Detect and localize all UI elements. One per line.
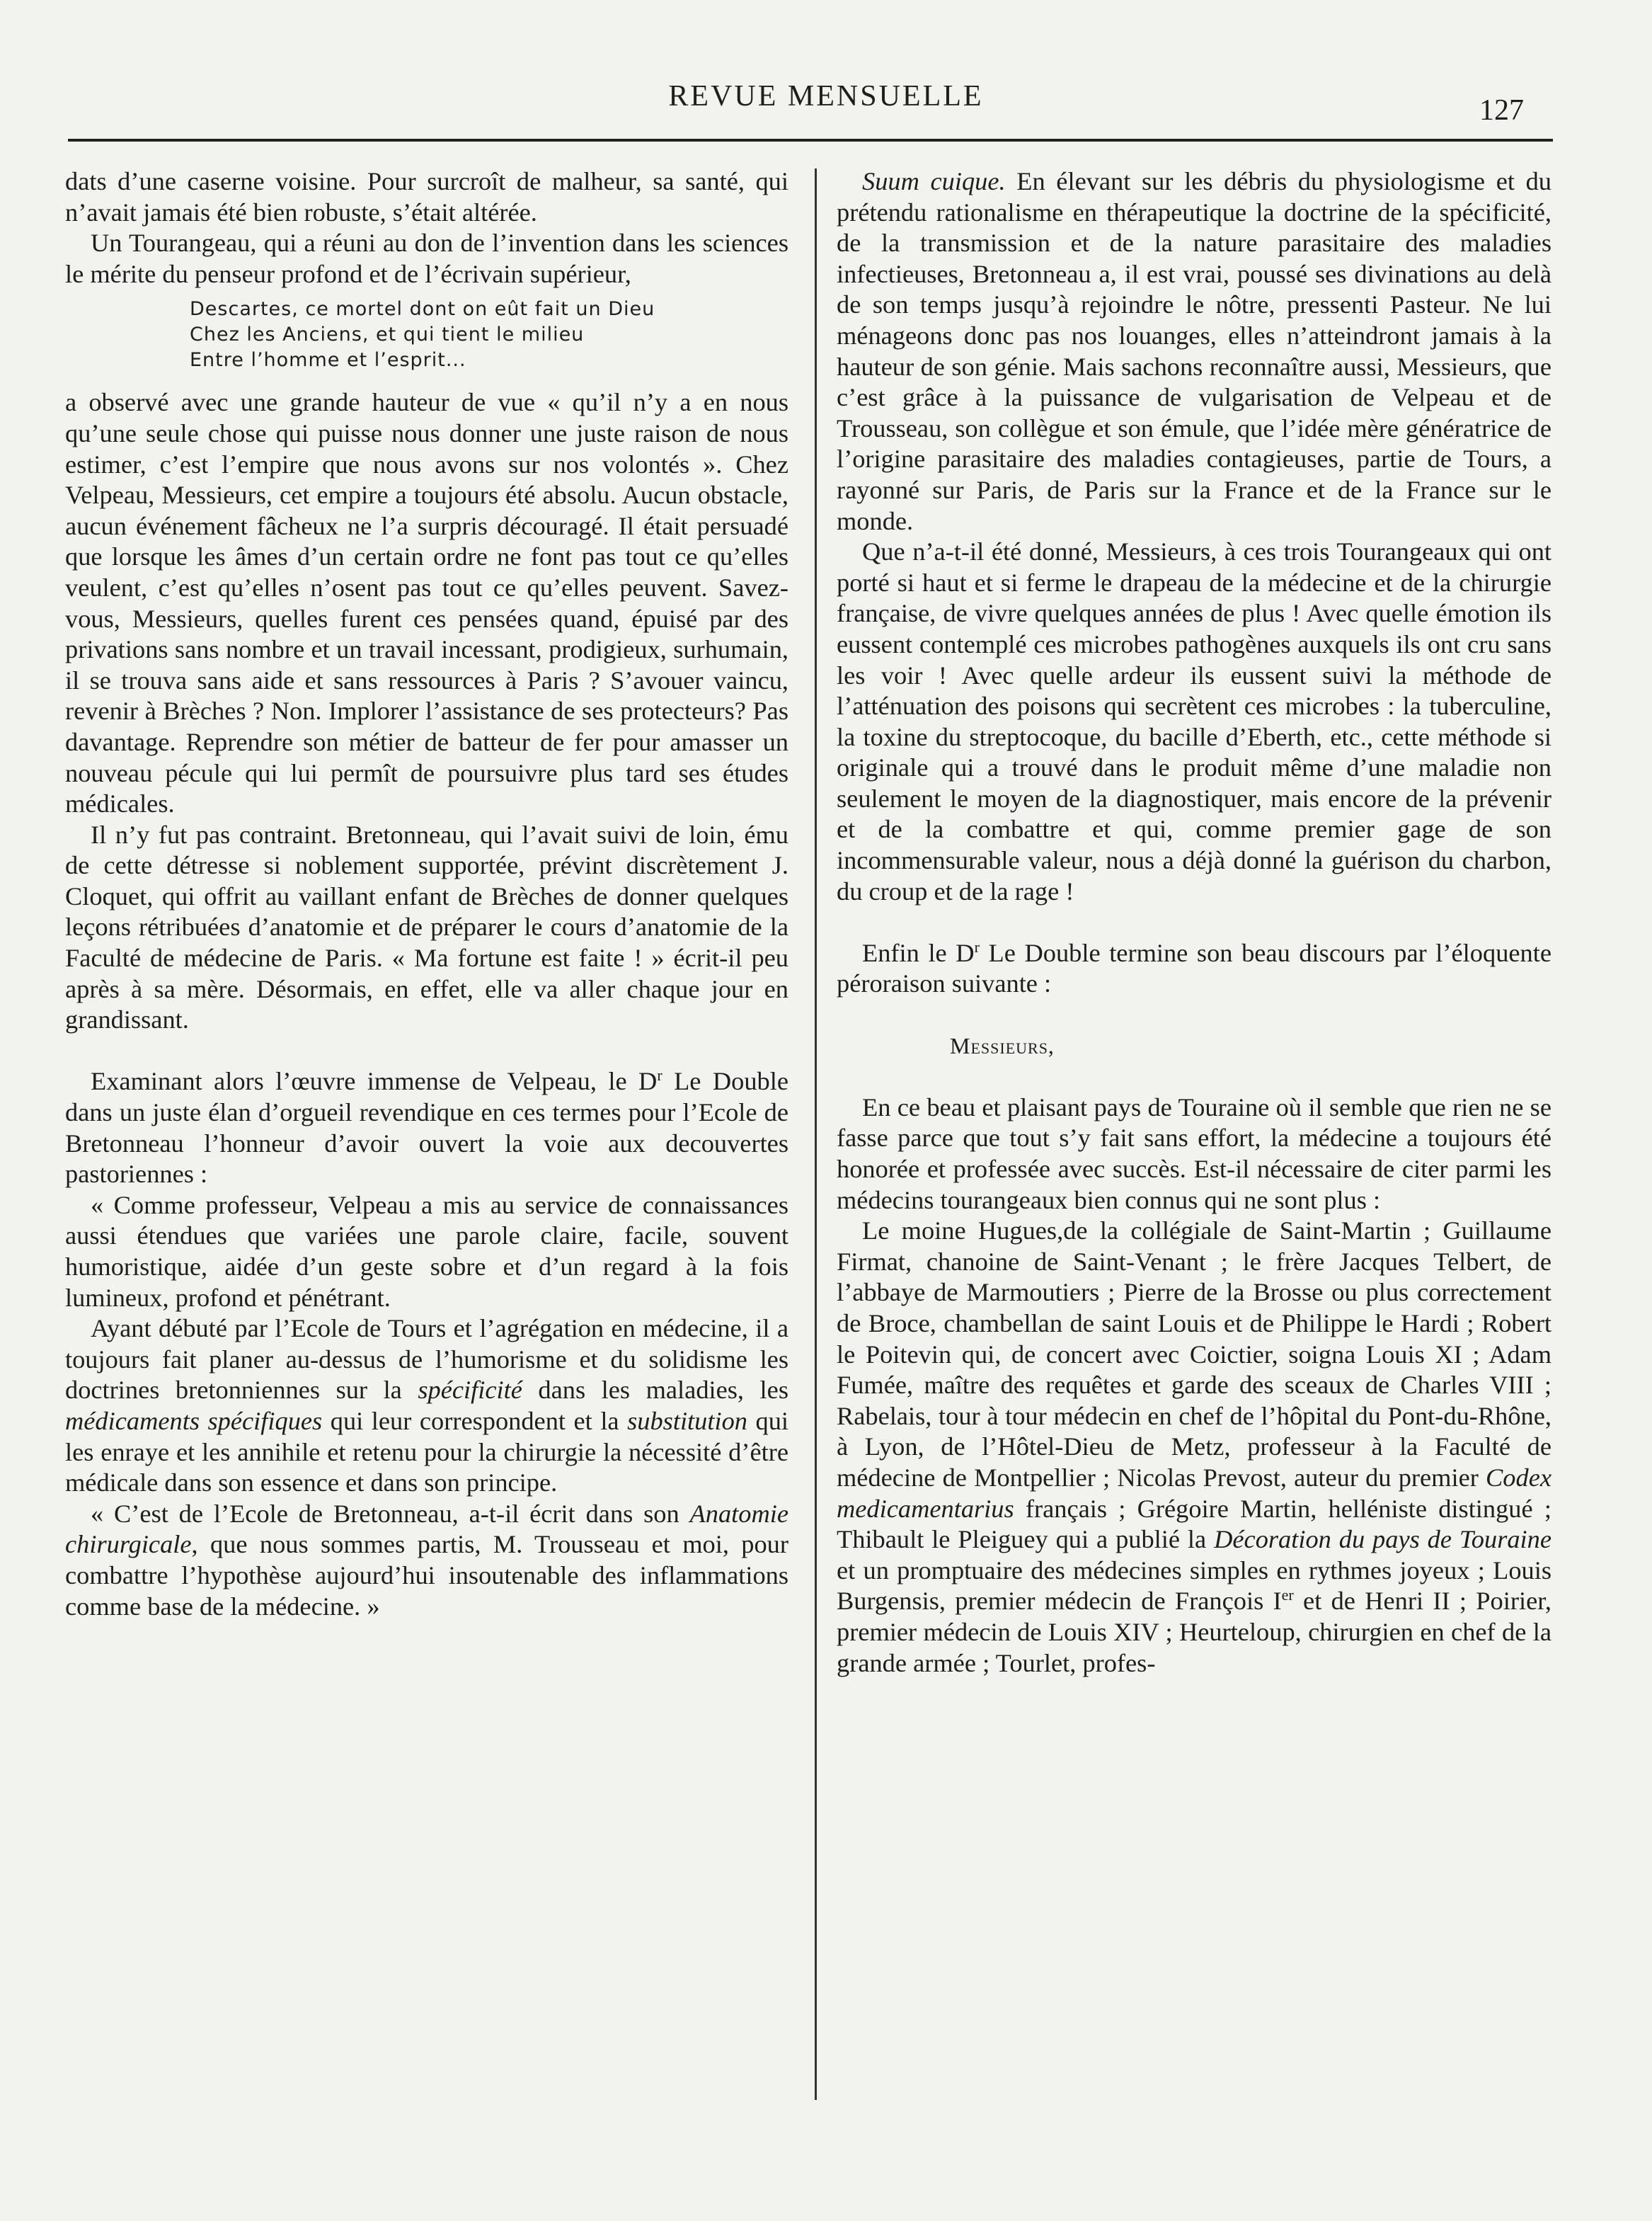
paragraph: dats d’une caserne voisine. Pour surcroît de malheur, sa santé, qui n’avait jamais été bien robuste, s’était altérée. — [65, 167, 788, 227]
running-head-title: REVUE MENSUELLE — [668, 80, 984, 113]
paragraph: a observé avec une grande hauteur de vue « qu’il n’y a en nous qu’une seule chose qui puisse nous donner une juste raison de nous estimer, c’est l’empire que nous avons sur nos volontés ». Chez Velpeau, Messieurs, cet empire a toujours été absolu. Aucun obstacle, aucun événement fâcheux ne l’a surpris découragé. Il était persuadé que lorsque les âmes d’un certain ordre ne font pas tout ce qu’elles veulent, c’est qu’elles n’osent pas tout ce qu’elles peuvent. Savez-vous, Messieurs, quelles furent ces pensées quand, épuisé par des privations sans nombre et un travail incessant, prodigieux, surhumain, il se trouva sans aide et sans ressources à Paris ? S’avouer vaincu, revenir à Brèches ? Non. Implorer l’assistance de ses protecteurs? Pas davantage. Reprendre son métier de batteur de fer pour amasser un nouveau pécule qui lui permît de poursuivre plus tard ses études médicales. — [65, 388, 788, 818]
spacer — [837, 907, 1551, 938]
salutation: Messieurs, — [950, 1032, 1055, 1058]
verse-line: Chez les Anciens, et qui tient le milieu — [190, 324, 585, 346]
paragraph: « C’est de l’Ecole de Bretonneau, a-t-il écrit dans son Anatomie chirurgicale, que nous sommes partis, M. Trousseau et moi, pour combattre l’hypothèse aujourd’hui insoutenable des inflammations comme base de la médecine. » — [65, 1499, 788, 1621]
paragraph: Il n’y fut pas contraint. Bretonneau, qui l’avait suivi de loin, ému de cette détresse si noblement supportée, prévint discrètement J. Cloquet, qui offrit au vaillant enfant de Brèches de donner quelques leçons rétribuées d’anatomie et de préparer le cours d’anatomie de la Faculté de médecine de Paris. « Ma fortune est faite ! » écrit-il peu après à sa mère. Désormais, en effet, elle va aller chaque jour en grandissant. — [65, 820, 788, 1034]
left-column — [65, 166, 788, 1622]
spacer — [65, 1036, 788, 1067]
paragraph: Un Tourangeau, qui a réuni au don de l’invention dans les sciences le mérite du penseur profond et de l’écrivain supérieur, — [65, 229, 788, 288]
paragraph: Que n’a-t-il été donné, Messieurs, à ces trois Tourangeaux qui ont porté si haut et si ferme le drapeau de la médecine et de la chirurgie française, de vivre quelques années de plus ! Avec quelle émotion ils eussent contemplé ces microbes pathogènes auxquels ils ont cru sans les voir ! Avec quelle ardeur ils eussent suivi la méthode de l’atténuation des poisons qui secrètent ces microbes : la tuberculine, la toxine du streptocoque, du bacille d’Eberth, etc., cette méthode si originale qui a trouvé dans le produit même d’une maladie non seulement le moyen de la diagnostiquer, mais encore de la prévenir et de la combattre et qui, comme premier gage de son incommensurable valeur, nous a déjà donné la guérison du charbon, du croup et de la rage ! — [837, 537, 1551, 906]
column-divider — [815, 169, 817, 2100]
paragraph: Examinant alors l’œuvre immense de Velpeau, le $D^r$ Le Double dans un juste élan d’orgueil revendique en ces termes pour l’Ecole de Bretonneau l’honneur d’avoir ouvert la voie aux decouvertes pastoriennes : — [65, 1066, 788, 1189]
right-column — [837, 166, 1551, 1679]
paragraph: Suum cuique. En élevant sur les débris du physiologisme et du prétendu rationalisme en thérapeutique la doctrine de la spécificité, de la transmission et de la nature parasitaire des maladies infectieuses, Bretonneau a, il est vrai, poussé ses divinations au delà de son temps jusqu’à rejoindre le nôtre, pressenti Pasteur. Ne lui ménageons donc pas nos louanges, elles n’atteindront jamais à la hauteur de son génie. Mais sachons reconnaître aussi, Messieurs, que c’est grâce à la puissance de vulgarisation de Velpeau et de Trousseau, son collègue et son émule, que l’idée mère génératrice de l’origine parasitaire des maladies contagieuses, partie de Tours, a rayonné sur Paris, de Paris sur la France et de la France sur le monde. — [837, 167, 1551, 535]
paragraph: Le moine Hugues,de la collégiale de Saint-Martin ; Guillaume Firmat, chanoine de Saint-Venant ; le frère Jacques Telbert, de l’abbaye de Marmoutiers ; Pierre de la Brosse ou plus correctement de Broce, chambellan de saint Louis et de Philippe le Hardi ; Robert le Poitevin qui, de concert avec Coictier, soigna Louis XI ; Adam Fumée, maître des requêtes et garde des sceaux de Charles VIII ; Rabelais, tour à tour médecin en chef de l’hôpital du Pont-du-Rhône, à Lyon, de l’Hôtel-Dieu de Metz, professeur à la Faculté de médecine de Montpellier ; Nicolas Prevost, auteur du premier Codex medicamentarius français ; Grégoire Martin, helléniste distingué ; Thibault le Pleiguey qui a publié la Décoration du pays de Touraine et un promptuaire des médecines simples en rythmes joyeux ; Louis Burgensis, premier médecin de François Ier et de Henri II ; Poirier, premier médecin de Louis XIV ; Heurteloup, chirurgien en chef de la grande armée ; Tourlet, profes- — [837, 1216, 1552, 1677]
verse-line: Descartes, ce mortel dont on eût fait un Dieu — [190, 298, 655, 321]
page-number: 127 — [1479, 94, 1524, 127]
spacer — [837, 1061, 1551, 1092]
verse-line: Entre l’homme et l’esprit... — [190, 349, 466, 372]
spacer — [837, 1000, 1551, 1031]
verse-quote — [65, 297, 788, 373]
paragraph: Ayant débuté par l’Ecole de Tours et l’agrégation en médecine, il a toujours fait planer au-dessus de l’humorisme et du solidisme les doctrines bretonniennes sur la spécificité dans les maladies, les médicaments spécifiques qui leur correspondent et la substitution qui les enraye et les annihile et retenu pour la chirurgie la nécessité d’être médicale dans son essence et dans son principe. — [65, 1314, 789, 1497]
paragraph: En ce beau et plaisant pays de Touraine où il semble que rien ne se fasse parce que tout s’y fait sans effort, la médecine a toujours été honorée et professée avec succès. Est-il nécessaire de citer parmi les médecins tourangeaux bien connus qui ne sont plus : — [837, 1092, 1551, 1214]
paragraph: Enfin le $D^r$ Le Double termine son beau discours par l’éloquente péroraison suivante : — [837, 937, 1551, 998]
paragraph: « Comme professeur, Velpeau a mis au service de connaissances aussi étendues que variées une parole claire, facile, souvent humoristique, aidée d’un geste sobre et d’un regard à la fois lumineux, profond et pénétrant. — [65, 1190, 788, 1312]
header-rule — [68, 139, 1553, 142]
